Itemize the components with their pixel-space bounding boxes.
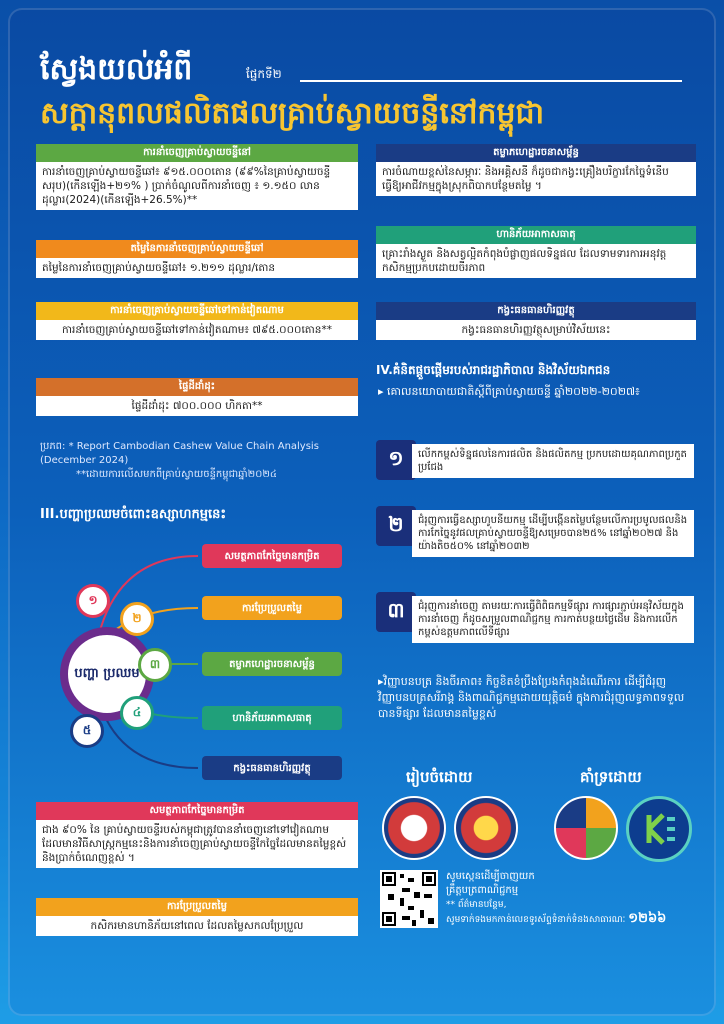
qr-code-icon: [380, 870, 438, 928]
card-land-area: [36, 378, 358, 416]
supporter-logo-1: [554, 796, 618, 860]
card-body: ការនាំចេញគ្រាប់ស្វាយចន្ទីឆៅ៖ ៩១៥.០០០តោន (៩៩%នៃគ្រាប់ស្វាយចន្ទីសរុប)(កើនឡើង+២១% ) ប្រាក់ចំណូលពីការនាំចេញ ៖ ១.១៥០ លានដុល្លារ(2024)(កើនឡើង+26.5%)**: [42, 166, 331, 206]
card-heading: តម្លាភហេដ្ឋារចនាសម្ព័ន្ធ: [376, 144, 696, 162]
step-text: លើកកម្ពស់ទិន្នផលនៃការផលិត និងផលិតកម្ម ប្រកបដោយគុណភាពប្រកួតប្រជែង: [412, 444, 694, 478]
step-text: ជំរុញការនាំចេញ តាមរយៈការធ្វើពិពិធកម្មទីផ្សារ ការផ្សារភ្ជាប់អនុវិស័យក្នុងការនាំចេញ ក៏ដូចសម្រួលពាណិជ្ជកម្ម ការកាត់បន្ថយថ្លៃដើម និងការលើកកម្ពស់ឧត្តមភាពលើទីផ្សារ: [412, 596, 694, 643]
card-body: ការនាំចេញគ្រាប់ស្វាយចន្ទីឆៅទៅកាន់វៀតណាម៖ ៧៩៥.០០០តោន**: [62, 324, 332, 336]
title-line1: ស្វែងយល់អំពី: [40, 52, 193, 87]
initiative-step: [376, 592, 696, 656]
card-heading: កង្វះធនធានហិរញ្ញវត្ថុ: [376, 302, 696, 320]
step-text: ជំរុញការធ្វើឧស្សាហូបនីយកម្ម ដើម្បីបង្កើនតម្លៃបន្ថែមលើការប្រមូលផលនិងការកែច្នៃនូវផលគ្រាប់ស្វាយចន្ទីឱ្យសម្រេចបាន២៥% នៅឆ្នាំ២០២៧ និងយ៉ាងតិច៥០% នៅឆ្នាំ២០៣២: [412, 510, 694, 557]
step-number: ៣: [376, 592, 416, 632]
card-heading: ការនាំចេញគ្រាប់ស្វាយចន្ទីឆៅទៅកាន់វៀតណាម: [36, 302, 358, 320]
challenge-number: ៣: [138, 648, 172, 682]
section4-title: IV.គំនិតផ្តួចផ្តើមរបស់រាជរដ្ឋាភិបាល និងវិស័យឯកជន: [376, 363, 611, 377]
initiative-step: [376, 506, 696, 570]
title-line2: សក្តានុពលផលិតផលគ្រាប់ស្វាយចន្ទីនៅកម្ពុជា: [40, 96, 545, 131]
certification-bullet: ▸វិញ្ញាបនបត្រ និងចីរភាព៖ កិច្ចខិតខំប្រឹងប្រែងកំពុងដំណើរការ ដើម្បីជំរុញវិញ្ញាបនបត្រសរីរាង្គ និងពាណិជ្ជកម្មដោយយុត្តិធម៌ ក្នុងការជំរុញលទ្ធភាពទទួលបានទីផ្សារ ដែលមានតម្លៃខ្ពស់: [378, 675, 685, 720]
card-export-raw: [36, 144, 358, 210]
card-climate-risk: [376, 226, 696, 278]
qr-line2: គ្រឹត្តបត្រពាណិជ្ជកម្ម: [446, 885, 519, 896]
qr-code[interactable]: [380, 870, 438, 928]
step-number: ២: [376, 506, 416, 546]
card-body: គ្រោះរាំងស្ងួត និងសត្វល្អិតកំពុងបំផ្លាញផលទិន្នផល ដែលទាមទារការអនុវត្តកសិកម្មប្រកបដោយចីរភាព: [382, 248, 667, 274]
card-heading: ការប្រែប្រួលតម្លៃ: [36, 898, 358, 916]
card-body: ការចំណាយខ្ពស់នៃសម្ភារៈ និងអគ្គិសនី ក៏ដូចជាកង្វះគ្រឿងបរិក្ខារកែច្នៃទំនើប ធ្វើឱ្យអាជីវកម្មក្នុងស្រុកពិបាកបន្ថែមតម្លៃ ។: [382, 166, 669, 192]
section3-title: III.បញ្ហាប្រឈមចំពោះឧស្សាហកម្មនេះ: [40, 507, 227, 522]
challenge-pill: សមត្ថភាពកែច្នៃមានកម្រិត: [202, 544, 342, 568]
supporter-logo-2: [626, 796, 692, 862]
card-finance: [376, 302, 696, 340]
poster: [8, 8, 716, 1016]
title-underline: [300, 80, 682, 82]
source-note: [40, 440, 358, 482]
ministry-logo-2: [454, 796, 518, 860]
ministry-logo-1: [382, 796, 446, 860]
card-heading: តម្លៃនៃការនាំចេញគ្រាប់ស្វាយចន្ទីឆៅ: [36, 240, 358, 258]
card-body: តម្លៃនៃការនាំចេញគ្រាប់ស្វាយចន្ទីឆៅ៖ ១.២១១ ដុល្លារ/តោន: [42, 262, 276, 274]
source-line2: **ដោយការលើសមកពីគ្រាប់ស្វាយចន្ទីកម្ពុជាឆ្នាំ២០២៤: [76, 469, 277, 480]
card-body: ជាង ៩០% នៃ គ្រាប់ស្វាយចន្ទីរបស់កម្ពុជាត្រូវបាននាំចេញនៅទៅវៀតណាម ដែលមានវិធីសាស្ត្រកម្មនេះនិងការនាំចេញគ្រាប់ស្វាយចន្ទីកែច្នៃដែលមានតម្លៃខ្ពស់ និងប្រាក់ចំណេញខ្ពស់ ។: [42, 824, 347, 864]
challenge-pill: តម្លាភហេដ្ឋារចនាសម្ព័ន្ធ: [202, 652, 342, 676]
card-body: កង្វះធនធានហិរញ្ញវត្ថុសម្រាប់វិស័យនេះ: [461, 324, 611, 336]
initiative-step: [376, 440, 696, 504]
qr-line4-text: សូមទាក់ទងមកកាន់លេខទូរស័ព្ទទំនាក់ទំនងសាធារណៈ: [446, 915, 626, 925]
step-number: ១: [376, 440, 416, 480]
qr-line3: ** ព័ត៌មានបន្ថែម,: [446, 900, 507, 910]
card-export-vietnam: [36, 302, 358, 340]
card-price-volatility: [36, 898, 358, 936]
card-body: កសិករមានហានិភ័យនៅពេល ដែលតម្លៃសកលប្រែប្រួល: [90, 920, 304, 932]
ke-logo-icon: [639, 809, 679, 849]
card-export-value: [36, 240, 358, 278]
challenge-number: ៥: [70, 714, 104, 748]
challenge-number: ១: [76, 584, 110, 618]
challenge-pill: ការប្រែប្រួលតម្លៃ: [202, 596, 342, 620]
card-heading: ការនាំចេញគ្រាប់ស្វាយចន្ទីនៅ: [36, 144, 358, 162]
qr-line4: [446, 912, 696, 927]
challenge-pill: កង្វះធនធានហិរញ្ញវត្ថុ: [202, 756, 342, 780]
hotline-number: ១២៦៦: [628, 911, 667, 926]
policy-bullet: ▸ គោលនយោបាយជាតិស្តីពីគ្រាប់ស្វាយចន្ទី ឆ្នាំ២០២២-២០២៧៖: [378, 385, 640, 398]
card-body: ផ្ទៃដីដាំដុះ ៧០០.០០០ ហិកតា**: [131, 400, 263, 412]
card-heading: សមត្ថភាពកែច្នៃមានកម្រិត: [36, 802, 358, 820]
challenges-hub: បញ្ហា ប្រឈម: [60, 627, 154, 721]
card-heading: ផ្ទៃដីដាំដុះ: [36, 378, 358, 396]
organized-by: រៀបចំដោយ: [406, 768, 473, 786]
challenge-number: ២: [120, 602, 154, 636]
challenges-diagram: [38, 528, 368, 798]
qr-line1: សូមស្កេនដើម្បីចាញយក: [446, 871, 535, 882]
supported-by: គាំទ្រដោយ: [580, 768, 642, 786]
source-label: ប្រភព:: [40, 441, 66, 452]
card-heading: ហានិភ័យអាកាសធាតុ: [376, 226, 696, 244]
card-limited-processing: [36, 802, 358, 868]
part-label: ផ្នែកទី២: [246, 67, 282, 81]
source-line1: * Report Cambodian Cashew Value Chain Analysis (December 2024): [40, 441, 319, 466]
card-infrastructure: [376, 144, 696, 196]
challenge-number: ៤: [120, 696, 154, 730]
qr-caption: [446, 870, 696, 927]
challenge-pill: ហានិភ័យអាកាសធាតុ: [202, 706, 342, 730]
